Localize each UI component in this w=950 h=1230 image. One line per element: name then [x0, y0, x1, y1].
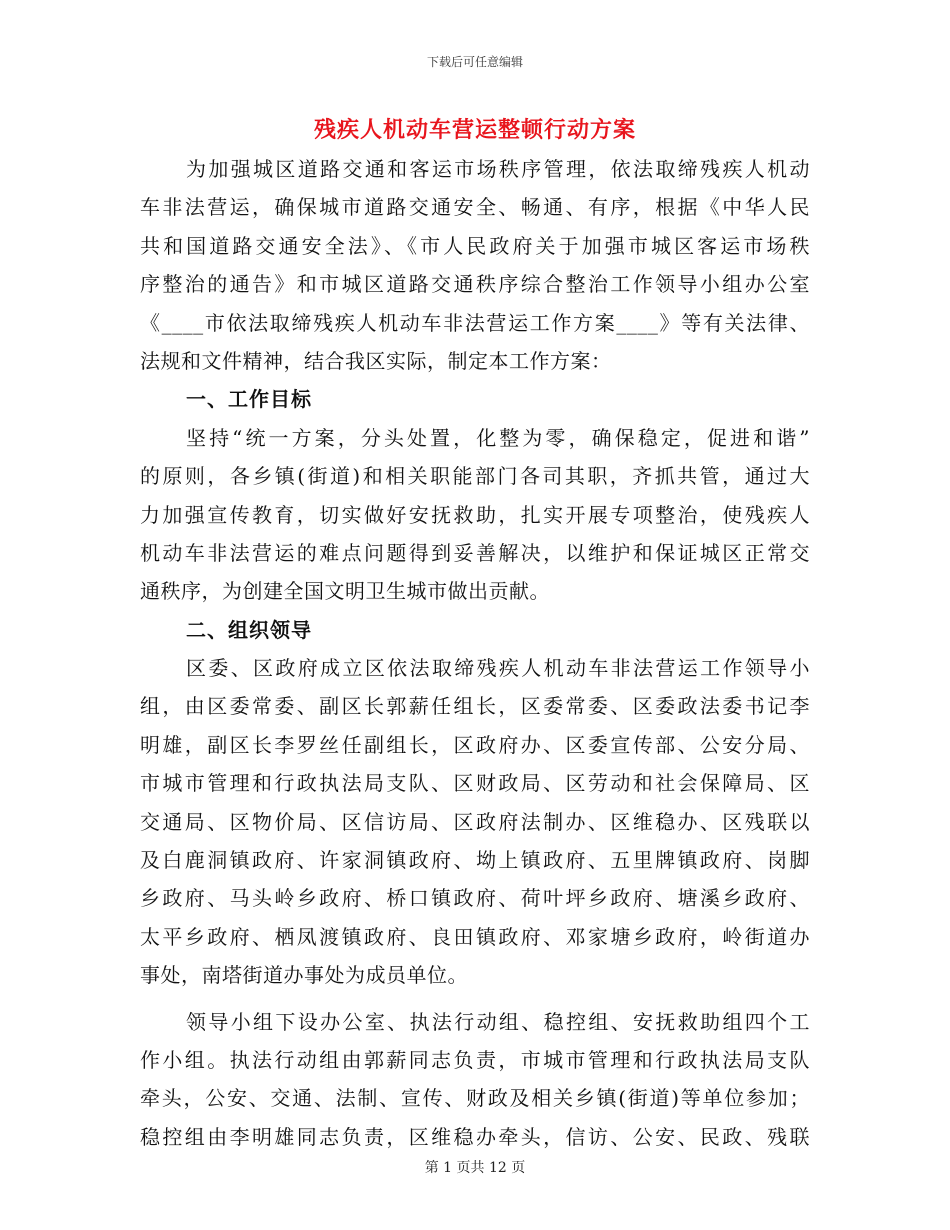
organization-paragraph-1: [140, 649, 810, 995]
document-title: 残疾人机动车营运整顿行动方案: [313, 117, 636, 143]
goals-paragraph: [140, 419, 810, 611]
intro-paragraph: [140, 150, 810, 380]
section-heading-goals: 一、工作目标: [186, 387, 312, 412]
organization-line: 区委、区政府成立区依法取缔残疾人机动车非法营运工作领导小: [186, 656, 810, 681]
organization-line: 作小组。执法行动组由郭薪同志负责，市城市管理和行政执法局支队: [140, 1047, 810, 1072]
organization-line: 明雄，副区长李罗丝任副组长，区政府办、区委宣传部、公安分局、: [140, 732, 810, 757]
section-heading-organization: 二、组织领导: [186, 617, 312, 642]
organization-line: 稳控组由李明雄同志负责，区维稳办牵头，信访、公安、民政、残联: [140, 1124, 810, 1149]
organization-line: 事处，南塔街道办事处为成员单位。: [140, 963, 468, 988]
intro-line: 为加强城区道路交通和客运市场秩序管理，依法取缔残疾人机动: [186, 157, 810, 181]
intro-line: 《____市依法取缔残疾人机动车非法营运工作方案____》等有关法律、: [140, 310, 810, 335]
goals-line: 通秩序，为创建全国文明卫生城市做出贡献。: [140, 579, 550, 604]
organization-line: 牵头，公安、交通、法制、宣传、财政及相关乡镇(街道)等单位参加；: [140, 1086, 810, 1111]
page-number-footer: 第 1 页共 12 页: [424, 1160, 526, 1176]
goals-line: 的原则，各乡镇(街道)和相关职能部门各司其职，齐抓共管，通过大: [140, 464, 810, 489]
organization-line: 太平乡政府、栖凤渡镇政府、良田镇政府、邓家塘乡政府，岭街道办: [140, 924, 810, 949]
page-header-note: 下载后可任意编辑: [426, 55, 523, 69]
goals-line: 坚持“统一方案，分头处置，化整为零，确保稳定，促进和谐”: [186, 425, 810, 450]
intro-line: 法规和文件精神，结合我区实际，制定本工作方案：: [140, 348, 612, 373]
intro-line: 车非法营运，确保城市道路交通安全、畅通、有序，根据《中华人民: [140, 195, 810, 220]
intro-line: 共和国道路交通安全法》、《市人民政府关于加强市城区客运市场秩: [140, 233, 810, 258]
document-body: [140, 150, 810, 1156]
organization-line: 领导小组下设办公室、执法行动组、稳控组、安抚救助组四个工: [186, 1009, 810, 1034]
paragraph-gap: [140, 995, 810, 1003]
organization-line: 市城市管理和行政执法局支队、区财政局、区劳动和社会保障局、区: [140, 771, 810, 796]
organization-line: 交通局、区物价局、区信访局、区政府法制办、区维稳办、区残联以: [140, 809, 810, 834]
goals-line: 力加强宣传教育，切实做好安抚救助，扎实开展专项整治，使残疾人: [140, 502, 810, 527]
organization-line: 组，由区委常委、副区长郭薪任组长，区委常委、区委政法委书记李: [140, 694, 810, 719]
organization-line: 乡政府、马头岭乡政府、桥口镇政府、荷叶坪乡政府、塘溪乡政府、: [140, 886, 810, 911]
organization-paragraph-2: [140, 1003, 810, 1157]
intro-line: 序整治的通告》和市城区道路交通秩序综合整治工作领导小组办公室: [140, 272, 810, 297]
organization-line: 及白鹿洞镇政府、许家洞镇政府、坳上镇政府、五里牌镇政府、岗脚: [140, 848, 810, 873]
goals-line: 机动车非法营运的难点问题得到妥善解决，以维护和保证城区正常交: [140, 540, 810, 565]
